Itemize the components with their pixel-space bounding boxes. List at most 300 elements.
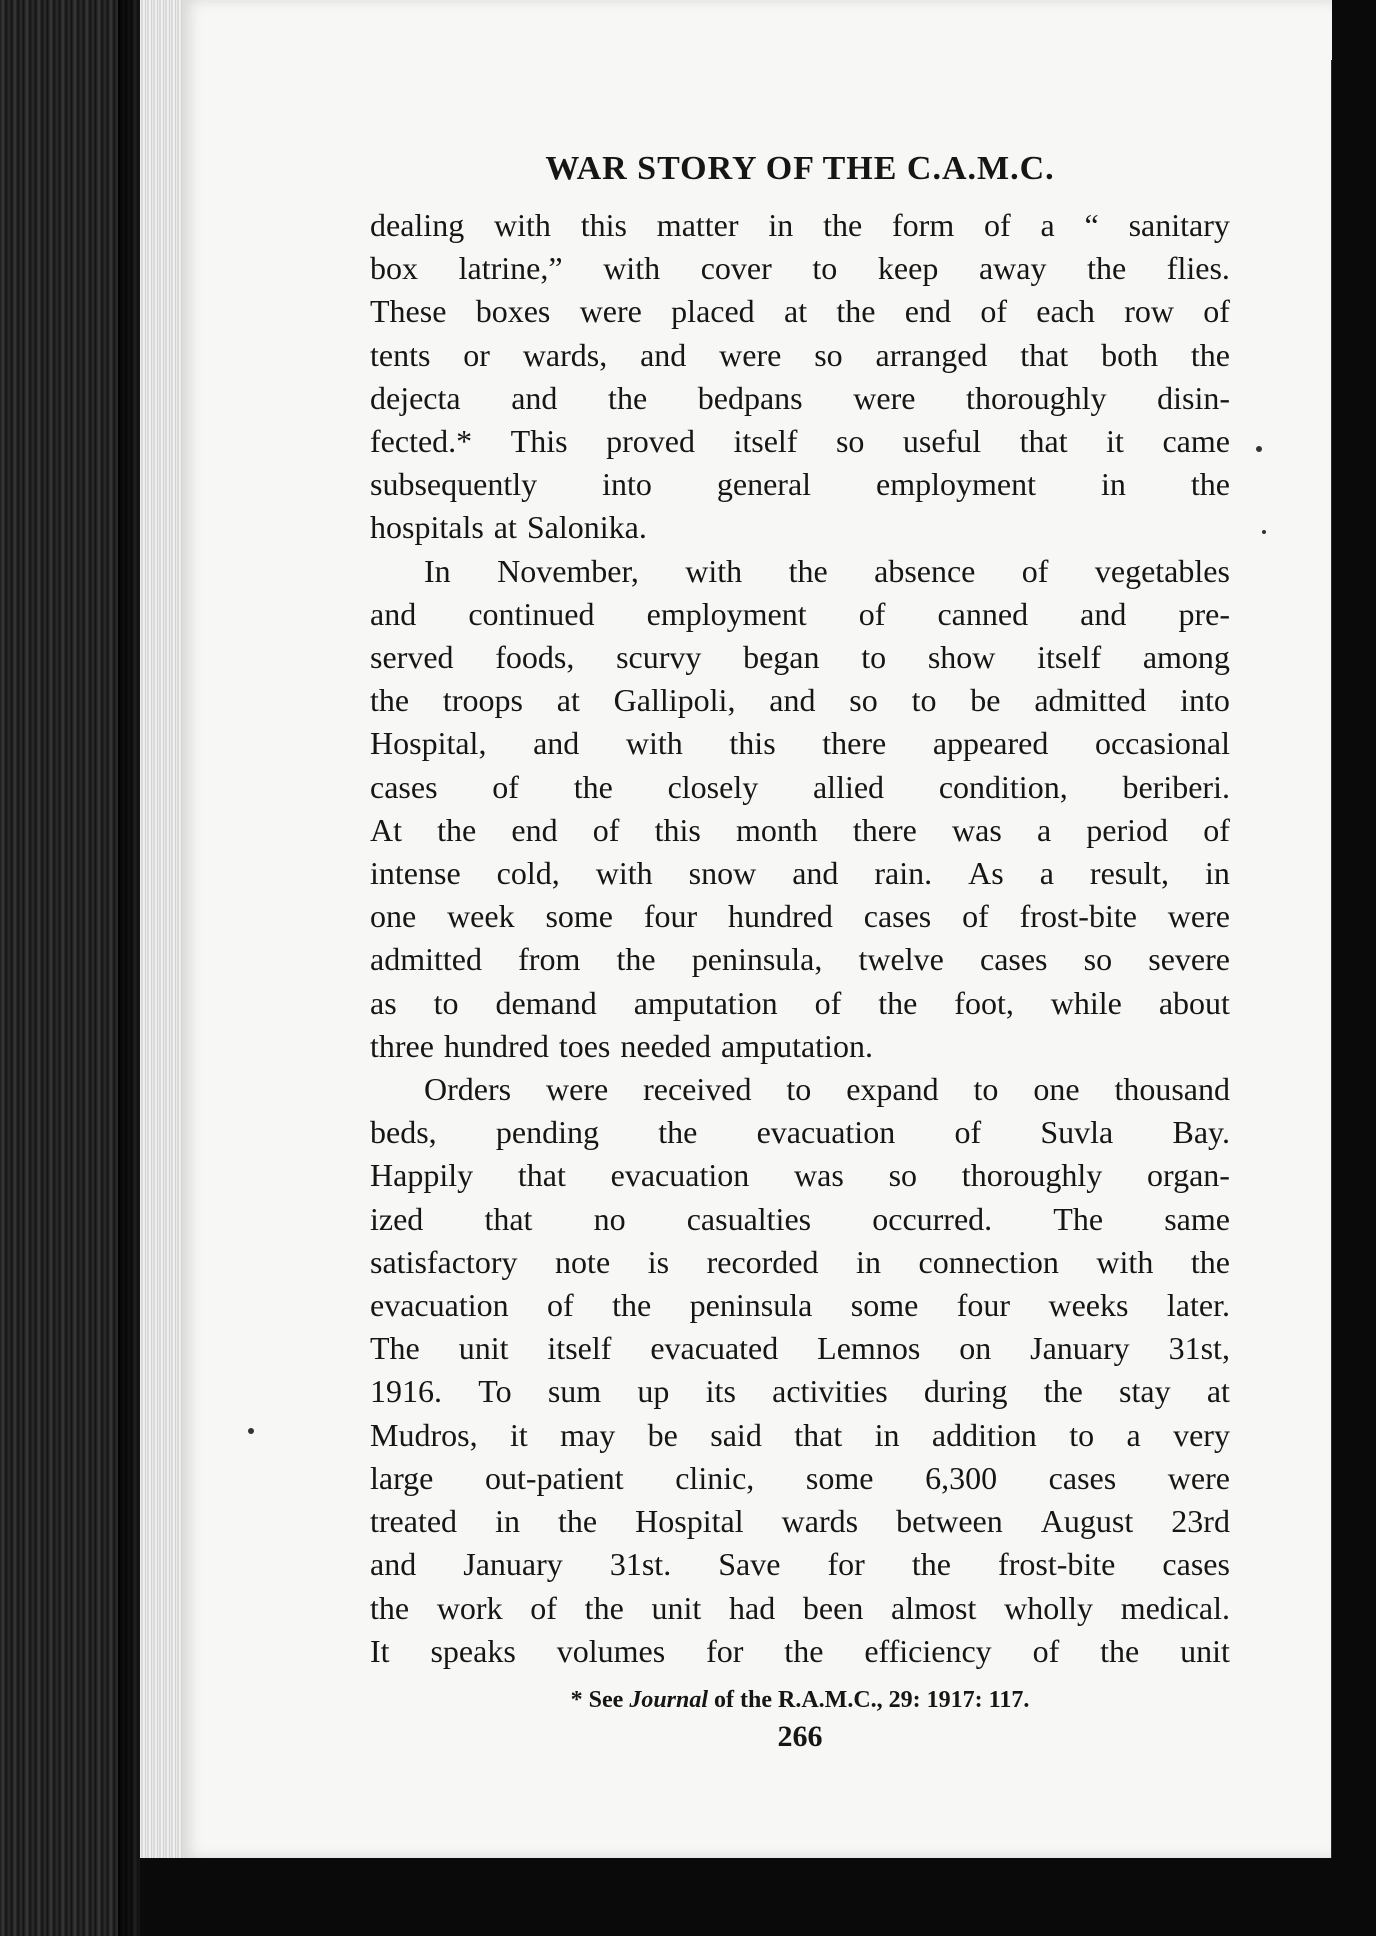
word: the	[836, 293, 876, 330]
word: foot,	[954, 984, 1014, 1021]
footnote-journal: Journal	[629, 1686, 709, 1713]
word: with	[603, 250, 661, 287]
word: among	[1142, 639, 1230, 676]
text-line	[370, 1370, 1230, 1413]
word: foods,	[495, 639, 575, 676]
word: of	[592, 811, 620, 848]
word: subsequently	[370, 466, 538, 503]
text-line	[370, 679, 1230, 722]
text-line	[370, 852, 1230, 895]
word: the	[437, 811, 477, 848]
word: treated	[370, 1503, 458, 1540]
word: box	[370, 250, 418, 287]
word: the	[1190, 336, 1230, 373]
word: bedpans	[697, 379, 803, 416]
word: during	[923, 1373, 1008, 1410]
word: of	[814, 984, 842, 1021]
word: same	[1164, 1200, 1230, 1237]
word: form	[892, 207, 955, 243]
word: toes	[558, 1027, 611, 1064]
word: some	[545, 898, 613, 935]
word: both	[1101, 336, 1159, 373]
word: began	[743, 639, 820, 676]
word: evacuation	[756, 1114, 896, 1151]
word: with	[494, 207, 551, 243]
text-line	[370, 636, 1230, 679]
word: three	[370, 1027, 434, 1064]
word: The	[1053, 1200, 1104, 1237]
word: of	[530, 1589, 557, 1626]
text-line	[370, 377, 1230, 420]
word: Suvla	[1040, 1114, 1114, 1151]
text-line	[370, 1025, 1230, 1068]
scan-bottom-border	[140, 1858, 1376, 1936]
word: connection	[918, 1243, 1059, 1280]
word: cold,	[496, 855, 560, 892]
word: the	[370, 682, 410, 719]
word: continued	[468, 595, 595, 632]
word: is	[647, 1243, 670, 1280]
word: Hospital	[635, 1503, 744, 1540]
word: of	[984, 207, 1011, 243]
word: between	[896, 1503, 1003, 1540]
word: of	[980, 293, 1007, 330]
text-line	[370, 593, 1230, 636]
word: one	[1033, 1071, 1080, 1108]
word: with	[685, 552, 743, 589]
word: so	[814, 336, 843, 373]
word: so	[835, 423, 865, 460]
word: large	[370, 1459, 434, 1496]
word: troops	[442, 682, 523, 719]
word: itself	[547, 1330, 612, 1367]
word: out-patient	[484, 1459, 624, 1496]
word: later.	[1166, 1287, 1230, 1324]
word: useful	[902, 423, 982, 460]
word: speaks	[430, 1632, 516, 1669]
word: week	[447, 898, 515, 935]
word: January	[1030, 1330, 1130, 1367]
word: a	[1040, 207, 1055, 243]
word: said	[710, 1416, 762, 1453]
word: stay	[1119, 1373, 1171, 1410]
word: admitted	[1034, 682, 1147, 719]
word: 23rd	[1171, 1503, 1230, 1540]
word: frost-bite	[998, 1546, 1116, 1583]
word: of	[1032, 1632, 1060, 1669]
word: were	[853, 379, 916, 416]
word: for	[706, 1632, 744, 1669]
word: cases	[370, 768, 438, 805]
word: amputation.	[720, 1027, 873, 1064]
text-line	[370, 1198, 1230, 1241]
word: clinic,	[675, 1459, 755, 1496]
word: pre-	[1178, 595, 1230, 632]
word: wards	[781, 1503, 859, 1540]
word: no	[593, 1200, 626, 1237]
word: absence	[874, 552, 976, 589]
word: January	[463, 1546, 563, 1583]
word: frost-bite	[1019, 898, 1137, 935]
word: 31st.	[609, 1546, 672, 1583]
word: a	[1036, 811, 1052, 848]
word: the	[584, 1589, 624, 1626]
word: occasional	[1094, 725, 1230, 762]
word: into	[1180, 682, 1230, 719]
word: in	[1205, 855, 1230, 892]
word: beriberi.	[1122, 768, 1230, 805]
word: in	[495, 1503, 520, 1540]
word: to	[812, 250, 838, 287]
word: result,	[1089, 855, 1169, 892]
word: of	[492, 768, 519, 805]
word: and	[370, 595, 417, 632]
text-line	[370, 938, 1230, 981]
dust-speck	[1256, 446, 1262, 452]
word: received	[643, 1071, 752, 1108]
word: intense	[370, 855, 461, 892]
text-line	[370, 1327, 1230, 1370]
word: and	[533, 725, 580, 762]
word: the	[612, 1287, 652, 1324]
word: as	[370, 984, 397, 1021]
word: were	[546, 1071, 609, 1108]
word: proved	[606, 423, 695, 460]
word: of	[1203, 293, 1230, 330]
word: at	[1206, 1373, 1230, 1410]
word: a	[1126, 1416, 1141, 1453]
word: of	[1203, 811, 1230, 848]
word: and	[370, 1546, 417, 1583]
word: the	[558, 1503, 598, 1540]
word: 31st,	[1168, 1330, 1230, 1367]
word: November,	[497, 552, 639, 589]
word: activities	[772, 1373, 888, 1410]
word: the	[370, 1589, 410, 1626]
word: the	[1190, 466, 1230, 503]
word: Gallipoli,	[613, 682, 736, 719]
word: to	[861, 639, 887, 676]
word: some	[805, 1459, 874, 1496]
word: These	[370, 293, 447, 330]
word: dejecta	[370, 379, 461, 416]
word: away	[978, 250, 1047, 287]
word: cases	[863, 898, 932, 935]
word: keep	[877, 250, 939, 287]
word: severe	[1148, 941, 1230, 978]
word: work	[436, 1589, 503, 1626]
word: evacuation	[370, 1287, 509, 1324]
word: closely	[667, 768, 759, 805]
word: the	[1100, 1632, 1140, 1669]
word: the	[1190, 1243, 1230, 1280]
word: “	[1084, 207, 1099, 243]
word: cases	[1048, 1459, 1117, 1496]
word: unit	[458, 1330, 509, 1367]
text-line	[370, 1630, 1230, 1673]
word: matter	[656, 207, 739, 243]
word: Save	[718, 1546, 781, 1583]
word: on	[959, 1330, 992, 1367]
word: scurvy	[616, 639, 702, 676]
word: in	[856, 1243, 881, 1280]
word: period	[1086, 811, 1169, 848]
word: so	[849, 682, 878, 719]
word: As	[968, 855, 1004, 892]
word: Bay.	[1172, 1114, 1230, 1151]
word: expand	[846, 1071, 939, 1108]
word: In	[424, 552, 451, 589]
word: needed	[620, 1027, 711, 1064]
word: thoroughly	[966, 379, 1107, 416]
word: row	[1124, 293, 1174, 330]
word: of	[954, 1114, 982, 1151]
word: appeared	[932, 725, 1049, 762]
word: four	[956, 1287, 1011, 1324]
word: of	[858, 595, 886, 632]
text-line	[370, 1414, 1230, 1457]
word: fected.*	[370, 423, 473, 460]
word: wards,	[522, 336, 608, 373]
word: At	[370, 811, 402, 848]
word: satisfactory	[370, 1243, 518, 1280]
text-line	[370, 550, 1230, 593]
word: 1916.	[370, 1373, 442, 1410]
word: while	[1050, 984, 1122, 1021]
word: at	[783, 293, 808, 330]
word: unit	[1180, 1632, 1230, 1669]
word: and	[511, 379, 558, 416]
word: it	[509, 1416, 528, 1453]
word: efficiency	[864, 1632, 992, 1669]
word: allied	[812, 768, 885, 805]
word: hundred	[443, 1027, 549, 1064]
word: peninsula,	[691, 941, 823, 978]
text-line	[370, 982, 1230, 1025]
word: there	[822, 725, 887, 762]
word: flies.	[1166, 250, 1230, 287]
word: with	[1096, 1243, 1154, 1280]
word: to	[911, 682, 937, 719]
word: The	[370, 1330, 420, 1367]
text-line	[370, 1457, 1230, 1500]
text-line	[370, 895, 1230, 938]
word: pending	[495, 1114, 599, 1151]
word: wholly	[1004, 1589, 1093, 1626]
word: condition,	[938, 768, 1068, 805]
word: that	[1019, 423, 1068, 460]
word: came	[1162, 423, 1230, 460]
word: August	[1040, 1503, 1134, 1540]
word: demand	[495, 984, 597, 1021]
word: ized	[370, 1200, 424, 1237]
word: 6,300	[925, 1459, 998, 1496]
text-line	[370, 247, 1230, 290]
word: this	[580, 207, 627, 243]
word: so	[1083, 941, 1113, 978]
word: peninsula	[689, 1287, 813, 1324]
word: disin-	[1157, 379, 1230, 416]
text-line	[370, 1241, 1230, 1284]
word: in	[874, 1416, 900, 1453]
text-line	[370, 1500, 1230, 1543]
word: that	[1020, 336, 1069, 373]
word: itself	[1037, 639, 1102, 676]
word: the	[1043, 1373, 1083, 1410]
word: volumes	[556, 1632, 666, 1669]
word: It	[370, 1632, 390, 1669]
text-line	[370, 1587, 1230, 1630]
word: sanitary	[1128, 207, 1230, 243]
dust-speck	[248, 1428, 254, 1434]
word: were	[579, 293, 642, 330]
text-line	[370, 506, 1230, 549]
word: that	[517, 1157, 566, 1194]
word: Lemnos	[817, 1330, 921, 1367]
word: to	[1069, 1416, 1095, 1453]
word: with	[595, 855, 653, 892]
word: the	[823, 207, 863, 243]
word: and	[792, 855, 839, 892]
word: so	[888, 1157, 918, 1194]
word: tents	[370, 336, 431, 373]
word: employment	[876, 466, 1036, 503]
word: was	[952, 811, 1002, 848]
page-text	[370, 150, 1230, 1754]
word: show	[927, 639, 996, 676]
word: month	[735, 811, 818, 848]
word: the	[658, 1114, 698, 1151]
word: the	[616, 941, 656, 978]
word: one	[370, 898, 417, 935]
word: the	[784, 1632, 824, 1669]
scan-right-border	[1332, 0, 1376, 1936]
word: recorded	[706, 1243, 819, 1280]
word: arranged	[875, 336, 988, 373]
word: Mudros,	[370, 1416, 478, 1453]
dust-speck	[1262, 530, 1266, 534]
word: the	[788, 552, 828, 589]
text-line	[370, 1284, 1230, 1327]
word: end	[904, 293, 951, 330]
word: to	[973, 1071, 999, 1108]
word: that	[794, 1416, 843, 1453]
word: This	[510, 423, 568, 460]
word: was	[794, 1157, 844, 1194]
word: snow	[688, 855, 757, 892]
word: up	[637, 1373, 670, 1410]
word: some	[850, 1287, 919, 1324]
text-line	[370, 722, 1230, 765]
word: Hospital,	[370, 725, 487, 762]
word: to	[786, 1071, 812, 1108]
running-head: WAR STORY OF THE C.A.M.C.	[545, 150, 1055, 187]
word: were	[719, 336, 782, 373]
word: thousand	[1114, 1071, 1230, 1108]
word: cover	[700, 250, 772, 287]
word: that	[484, 1200, 533, 1237]
word: canned	[937, 595, 1029, 632]
word: its	[705, 1373, 736, 1410]
word: sum	[547, 1373, 602, 1410]
word: almost	[891, 1589, 977, 1626]
text-line	[370, 1543, 1230, 1586]
word: at	[556, 682, 580, 719]
word: placed	[671, 293, 755, 330]
word: very	[1173, 1416, 1230, 1453]
word: may	[560, 1416, 616, 1453]
word: organ-	[1147, 1157, 1230, 1194]
word: been	[802, 1589, 864, 1626]
footnote	[370, 1687, 1230, 1714]
word: evacuated	[650, 1330, 779, 1367]
word: itself	[733, 423, 798, 460]
body-text	[370, 204, 1230, 1673]
word: at	[493, 509, 517, 546]
word: served	[370, 639, 454, 676]
word: cases	[979, 941, 1048, 978]
word: To	[478, 1373, 512, 1410]
footnote-citation: of the R.A.M.C., 29: 1917: 117.	[708, 1686, 1030, 1713]
text-line	[370, 290, 1230, 333]
text-line	[370, 1111, 1230, 1154]
word: end	[511, 811, 558, 848]
text-line	[370, 1154, 1230, 1197]
text-line	[370, 1068, 1230, 1111]
word: the	[1087, 250, 1127, 287]
word: there	[852, 811, 917, 848]
text-line	[370, 420, 1230, 463]
word: for	[827, 1546, 865, 1583]
word: thoroughly	[961, 1157, 1103, 1194]
footnote-marker: * See	[570, 1686, 630, 1713]
word: had	[728, 1589, 776, 1626]
word: cases	[1162, 1546, 1230, 1583]
word: a	[1039, 855, 1054, 892]
word: unit	[651, 1589, 702, 1626]
word: general	[716, 466, 812, 503]
word: Orders	[424, 1071, 512, 1108]
word: occurred.	[872, 1200, 993, 1237]
word: amputation	[633, 984, 778, 1021]
word: or	[463, 336, 490, 373]
word: into	[602, 466, 652, 503]
word: each	[1036, 293, 1095, 330]
text-line	[370, 334, 1230, 377]
word: the	[573, 768, 613, 805]
word: and	[1080, 595, 1127, 632]
word: of	[1021, 552, 1049, 589]
word: with	[625, 725, 683, 762]
word: addition	[931, 1416, 1037, 1453]
word: beds,	[370, 1114, 437, 1151]
word: this	[729, 725, 776, 762]
word: the	[911, 1546, 951, 1583]
word: dealing	[370, 207, 465, 243]
word: hospitals	[370, 509, 484, 546]
word: the	[878, 984, 918, 1021]
word: casualties	[686, 1200, 812, 1237]
word: were	[1167, 898, 1230, 935]
word: hundred	[728, 898, 833, 935]
word: four	[643, 898, 698, 935]
word: and	[769, 682, 816, 719]
word: of	[962, 898, 989, 935]
word: this	[654, 811, 701, 848]
word: evacuation	[610, 1157, 750, 1194]
word: vegetables	[1094, 552, 1230, 589]
word: of	[547, 1287, 574, 1324]
